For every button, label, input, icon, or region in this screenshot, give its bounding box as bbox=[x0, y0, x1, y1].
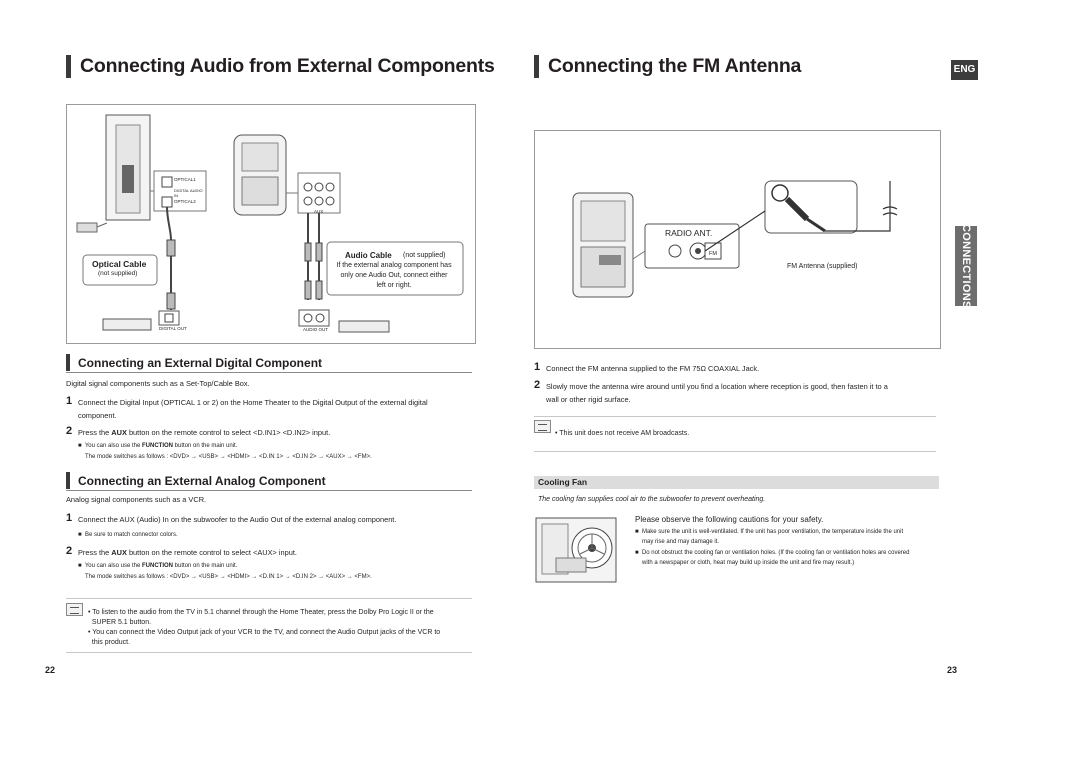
fm-note-bottom-rule bbox=[534, 451, 936, 452]
diagram-drawing bbox=[67, 105, 475, 343]
connections-side-tab: CONNECTIONS bbox=[955, 226, 977, 306]
analog-bullet1-pre: You can also use the bbox=[84, 563, 143, 569]
digital-step2-pre: Press the bbox=[78, 428, 112, 437]
digital-bullet1-post: button on the main unit. bbox=[173, 443, 238, 449]
fan-drawing bbox=[534, 514, 620, 586]
digital-step2-aux: AUX bbox=[111, 428, 127, 437]
digital-out-label: DIGITAL OUT bbox=[159, 326, 187, 331]
cooling-bullet1-line1: ■ Make sure the unit is well-ventilated. If the unit has poor ventilation, the temperature inside the unit bbox=[635, 529, 904, 535]
analog-intro: Analog signal components such as a VCR. bbox=[66, 495, 207, 504]
note-line-3: • You can connect the Video Output jack of your VCR to the TV, and connect the Audio Output jacks of the VCR to bbox=[88, 629, 441, 636]
analog-step1-text: Connect the AUX (Audio) In on the subwoofer to the Audio Out of the external analog component. bbox=[78, 515, 397, 524]
fm-step1-number: 1 bbox=[534, 361, 541, 373]
audio-cable-label: Audio Cable bbox=[345, 251, 392, 260]
digital-step1-line1: Connect the Digital Input (OPTICAL 1 or 2) on the Home Theater to the Digital Output of the external digital bbox=[78, 398, 428, 407]
note-line-4: this product. bbox=[88, 639, 131, 646]
fm-note-top-rule bbox=[534, 416, 936, 417]
analog-bullet1: ■ You can also use the FUNCTION button on the main unit. bbox=[78, 563, 238, 569]
digital-intro: Digital signal components such as a Set-Top/Cable Box. bbox=[66, 379, 250, 388]
digital-heading-bar bbox=[66, 354, 70, 371]
radio-ant-label: RADIO ANT. bbox=[665, 228, 713, 238]
analog-step2-number: 2 bbox=[66, 545, 73, 557]
digital-section-heading: Connecting an External Digital Component bbox=[78, 356, 323, 370]
analog-bullet0: ■ Be sure to match connector colors. bbox=[78, 532, 178, 538]
page-number-left: 22 bbox=[45, 665, 56, 675]
digital-step2-number: 2 bbox=[66, 425, 73, 437]
cooling-fan-heading-bar bbox=[534, 476, 939, 489]
audio-connection-diagram bbox=[66, 104, 476, 344]
cooling-bullet2-line2: with a newspaper or cloth, heat may build up inside the unit and fire may result.) bbox=[642, 560, 855, 566]
digital-step2-post: button on the remote control to select <D.IN1> <D.IN2> input. bbox=[126, 428, 331, 437]
note-icon-right bbox=[534, 420, 551, 433]
analog-bullet1-function: FUNCTION bbox=[142, 563, 174, 569]
page-title-left: Connecting Audio from External Components bbox=[80, 55, 495, 77]
page-number-right: 23 bbox=[947, 665, 958, 675]
digital-heading-rule bbox=[66, 372, 472, 373]
notes-bottom-rule-left bbox=[66, 652, 472, 653]
title-bar-right bbox=[534, 55, 539, 78]
optical1-port-label: OPTICAL1 bbox=[174, 177, 196, 182]
analog-heading-rule bbox=[66, 490, 472, 491]
analog-bullet0-text: Be sure to match connector colors. bbox=[84, 532, 178, 538]
subwoofer-fan-illustration bbox=[534, 514, 620, 586]
digital-bullet1: ■ You can also use the FUNCTION button on the main unit. bbox=[78, 443, 238, 449]
optical-cable-label: Optical Cable bbox=[92, 259, 147, 269]
fm-antenna-diagram bbox=[534, 130, 941, 349]
cooling-bullet2-text: Do not obstruct the cooling fan or ventilation holes. (If the cooling fan or ventilation holes are covered bbox=[641, 550, 910, 556]
cooling-fan-heading: Cooling Fan bbox=[538, 477, 588, 487]
fm-step1-text: Connect the FM antenna supplied to the FM 75Ω COAXIAL Jack. bbox=[546, 364, 760, 373]
optical-cable-sublabel: (not supplied) bbox=[98, 270, 138, 277]
analog-step2-aux: AUX bbox=[111, 548, 127, 557]
fm-step2-number: 2 bbox=[534, 379, 541, 391]
audio-cable-note-2: only one Audio Out, connect either bbox=[340, 272, 448, 279]
analog-step2-text bbox=[78, 547, 297, 559]
fm-antenna-supplied-label: FM Antenna (supplied) bbox=[787, 263, 858, 270]
cooling-bullet2-line1: ■ Do not obstruct the cooling fan or ventilation holes. (If the cooling fan or ventilation holes are covered bbox=[635, 550, 910, 556]
note-line-2: SUPER 5.1 button. bbox=[88, 619, 152, 626]
note-icon-left bbox=[66, 603, 83, 616]
analog-mode-sequence: The mode switches as follows : <DVD> → <USB> → <HDMI> → <D.IN 1> → <D.IN 2> → <AUX> → <FM>. bbox=[85, 574, 372, 580]
digital-audio-in-label: DIGITAL AUDIO IN bbox=[174, 188, 203, 198]
digital-bullet1-pre: You can also use the bbox=[84, 443, 143, 449]
analog-heading-bar bbox=[66, 472, 70, 489]
fm-step2-line1: Slowly move the antenna wire around until you find a location where reception is good, then fasten it to a bbox=[546, 382, 888, 391]
audio-cable-sublabel: (not supplied) bbox=[403, 252, 446, 259]
analog-step2-pre: Press the bbox=[78, 548, 112, 557]
digital-step1-number: 1 bbox=[66, 395, 73, 407]
analog-step1-number: 1 bbox=[66, 512, 73, 524]
notes-top-rule-left bbox=[66, 598, 472, 599]
fm-note-text: • This unit does not receive AM broadcasts. bbox=[555, 430, 690, 437]
audio-out-label: AUDIO OUT bbox=[303, 327, 329, 332]
digital-step1-line2: component. bbox=[78, 411, 117, 420]
title-bar-left bbox=[66, 55, 71, 78]
language-tag: ENG bbox=[951, 60, 978, 80]
analog-section-heading: Connecting an External Analog Component bbox=[78, 474, 326, 488]
fm-step2-line2: wall or other rigid surface. bbox=[546, 395, 631, 404]
digital-step2-text bbox=[78, 427, 330, 439]
note-line-1: • To listen to the audio from the TV in 5.1 channel through the Home Theater, press the Dolby Pro Logic II or the bbox=[88, 609, 434, 616]
cooling-lead: Please observe the following cautions for your safety. bbox=[635, 515, 824, 524]
page-title-right: Connecting the FM Antenna bbox=[548, 55, 802, 77]
digital-bullet1-function: FUNCTION bbox=[142, 443, 174, 449]
analog-bullet1-post: button on the main unit. bbox=[173, 563, 238, 569]
fm-diagram-drawing bbox=[535, 131, 940, 348]
analog-step2-post: button on the remote control to select <AUX> input. bbox=[126, 548, 297, 557]
optical2-port-label: OPTICAL2 bbox=[174, 199, 196, 204]
audio-cable-note-3: left or right. bbox=[376, 282, 412, 289]
cooling-bullet1-text: Make sure the unit is well-ventilated. If the unit has poor ventilation, the temperature inside the unit bbox=[641, 529, 904, 535]
audio-cable-note-1: If the external analog component has bbox=[336, 262, 452, 269]
cooling-fan-intro: The cooling fan supplies cool air to the subwoofer to prevent overheating. bbox=[538, 496, 766, 503]
cooling-bullet1-line2: may rise and may damage it. bbox=[642, 539, 720, 545]
aux-port-label: AUX bbox=[314, 209, 324, 214]
fm-jack-label: FM bbox=[709, 251, 717, 257]
digital-mode-sequence: The mode switches as follows : <DVD> → <USB> → <HDMI> → <D.IN 1> → <D.IN 2> → <AUX> → <FM>. bbox=[85, 454, 372, 460]
